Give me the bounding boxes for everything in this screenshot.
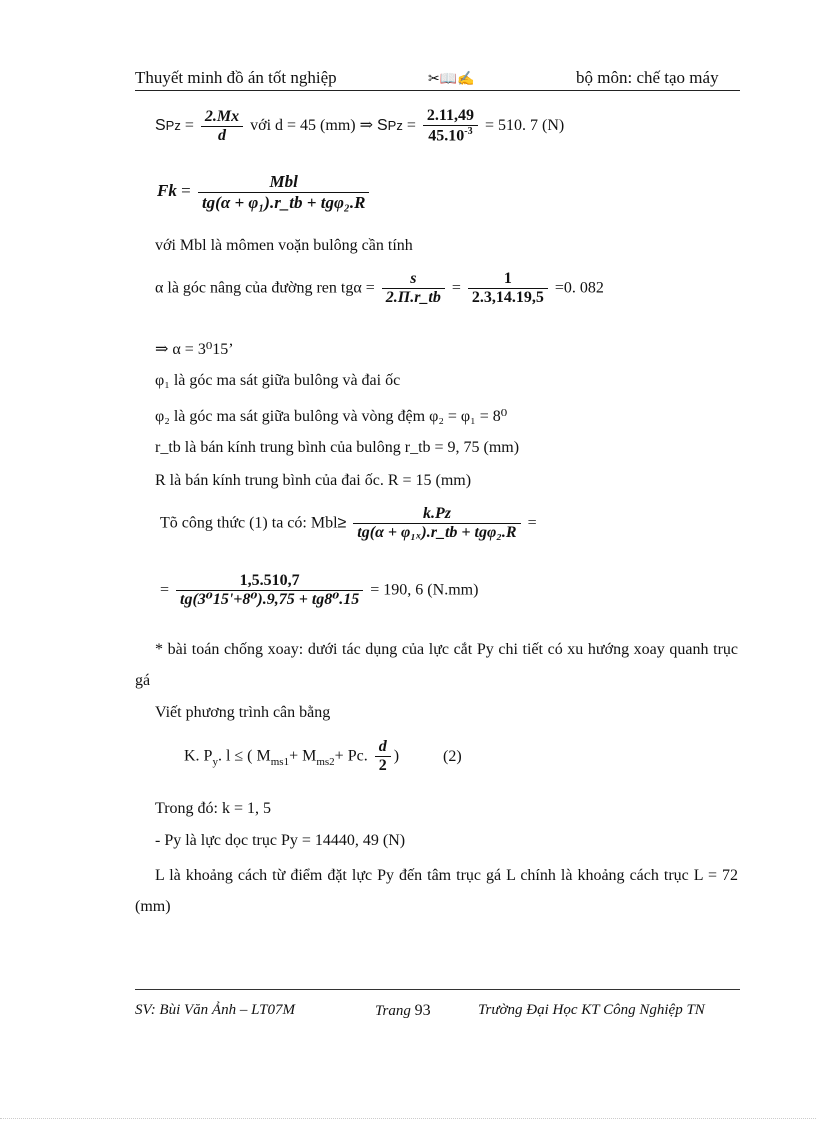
- footer-rule: [135, 989, 740, 990]
- phi2-description: φ₂ là góc ma sát giữa bulông và vòng đệm φ₂ = φ₁ = 8⁰: [155, 408, 508, 425]
- R-description: R là bán kính trung bình của đai ốc. R = 15 (mm): [155, 472, 472, 489]
- equation-number: (2): [443, 747, 462, 765]
- formula-2: = $\frac{1,5.510,7}{\text{tg(3⁰15'+8⁰).9,75 + tg8⁰.15}}$ = 190, 6 (N.mm): [160, 572, 479, 609]
- py-value: - Py là lực dọc trục Py = 14440, 49 (N): [155, 832, 406, 849]
- header-department: bộ môn: chế tạo máy: [576, 68, 719, 87]
- anti-rotation-paragraph: * bài toán chống xoay: dưới tác dụng của lực cắt Py chi tiết có xu hướng xoay quanh trục gá: [135, 641, 738, 689]
- L-paragraph: L là khoảng cách từ điểm đặt lực Py đến tâm trục gá L chính là khoảng cách trục L = 72 (mm): [135, 867, 738, 915]
- rtb-description: r_tb là bán kính trung bình của bulông r_tb = 9, 75 (mm): [155, 439, 520, 456]
- footer-page: Trang 93: [375, 1002, 431, 1019]
- formula-2-fraction: $\frac{1,5.510,7}{\text{tg(3⁰15'+8⁰).9,75 + tg8⁰.15}}$: [176, 572, 363, 610]
- alpha-fraction-1: $\frac{s}{2.\Pi.r\_tb}$: [382, 270, 445, 308]
- fk-fraction: $\frac{\text{Mbl}}{\text{tg(α + φ₁).r\_tb + tgφ₂.R}}$: [198, 172, 369, 212]
- k-value: Trong đó: k = 1, 5: [155, 800, 272, 817]
- phi1-description: φ₁ là góc ma sát giữa bulông và đai ốc: [155, 372, 401, 389]
- header-title: Thuyết minh đồ án tốt nghiệp: [135, 68, 337, 87]
- page-bottom-border: [0, 1118, 816, 1119]
- page-number: 93: [414, 1002, 431, 1019]
- spz-equation: SPz = $\frac{2.Mx}{d}$ với d = 45 (mm) ⇒ SPz = $\frac{2.11,49}{45.10^{-3}}$ = 510. 7 (N): [155, 107, 565, 145]
- alpha-fraction-2: $\frac{1}{2.3,14.19,5}$: [468, 270, 548, 308]
- footer-school: Trường Đại Học KT Công Nghiệp TN: [478, 1002, 705, 1018]
- balance-fraction: $\frac{d}{2}$: [375, 738, 391, 776]
- fk-formula: Fk = $\frac{\text{Mbl}}{\text{tg(α + φ₁).r\_tb + tgφ₂.R}}$: [157, 172, 372, 212]
- formula-1: Tõ công thức (1) ta có: Mbl≥ $\frac{k.Pz}{\text{tg(α + φ₁ₓ).r\_tb + tgφ₂.R}}$ =: [160, 505, 537, 542]
- spz-fraction: $\frac{2.Mx}{d}$: [201, 108, 243, 146]
- formula-1-fraction: $\frac{k.Pz}{\text{tg(α + φ₁ₓ).r\_tb + tgφ₂.R}}$: [353, 505, 520, 543]
- alpha-equation: α là góc nâng của đường ren tgα = $\frac{s}{2.\Pi.r\_tb}$ = $\frac{1}{2.3,14.19,5}$ =0. 082: [155, 270, 604, 307]
- balance-title: Viết phương trình cân bằng: [155, 704, 331, 721]
- alpha-value: ⇒ α = 3⁰15’: [155, 341, 234, 358]
- spz-value-fraction: $\frac{2.11,49}{45.10^{-3}}$: [423, 107, 478, 146]
- header-rule: [135, 90, 740, 91]
- balance-equation: K. $P_y$. l ≤ ( $M_{ms1}+ M_{ms2}+ Pc$. $\frac{d}{2}$ ) (2): [184, 738, 462, 775]
- mbl-description: với Mbl là mômen voặn bulông cần tính: [155, 237, 413, 254]
- footer-student: SV: Bùi Văn Ảnh – LT07M: [135, 1002, 295, 1018]
- header-ornament-icon: ✂📖✍: [428, 72, 475, 87]
